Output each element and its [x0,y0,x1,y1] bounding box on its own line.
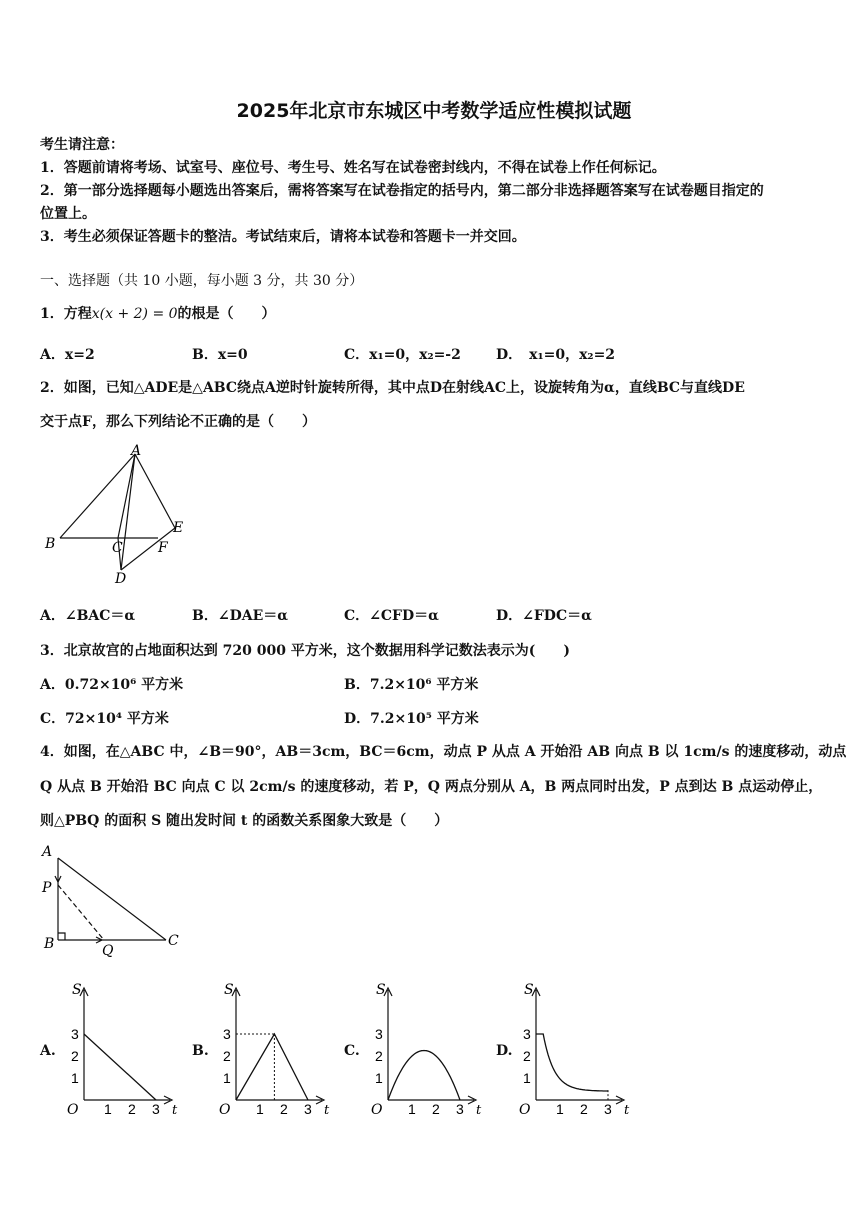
notice-heading: 考生请注意： [40,137,124,153]
q4-graph-d-origin: O [519,1102,531,1118]
q1-option-c: C．x₁=0，x₂=-2 [344,347,461,363]
q4-graph-d-x-tick-2: 2 [580,1101,588,1117]
q4-graph-a-x-tick-2: 2 [128,1101,136,1117]
q2-label-b: B [45,536,56,552]
q4-label-b: B [44,936,55,952]
q4-stem-line1: 4．如图，在△ABC 中，∠B＝90°，AB＝3cm，BC＝6cm，动点 P 从点 A 开始沿 AB 向点 B 以 1cm/s 的速度移动，动点 [40,744,847,760]
q4-stem-line3: 则△PBQ 的面积 S 随出发时间 t 的函数关系图象大致是（ ） [40,813,449,829]
q4-graph-b-x-tick-3: 3 [304,1101,312,1117]
q3-option-a: A．0.72×10⁶ 平方米 [40,677,184,693]
q4-graph-c-y-tick-2: 2 [375,1048,383,1064]
q2-label-e: E [173,520,184,536]
q4-right-angle-mark [58,933,65,940]
q4-graph-d-x-tick-3: 3 [604,1101,612,1117]
q1-prefix: 1．方程 [40,306,92,322]
q4-graph-a-curve [84,1034,156,1100]
q4-graph-b-y-tick-3: 3 [223,1026,231,1042]
q4-graph-b [214,980,338,1120]
q3-stem: 3．北京故宫的占地面积达到 720 000 平方米，这个数据用科学记数法表示为( ) [40,643,571,659]
q1-option-b: B．x=0 [192,347,248,363]
q3-option-c: C．72×10⁴ 平方米 [40,711,169,727]
q4-line-pq [58,885,104,940]
q4-graph-c-x-tick-1: 1 [408,1101,416,1117]
q4-graph-b-x-label: t [324,1103,330,1118]
q4-option-b-letter: B. [192,1043,209,1059]
q4-graph-b-y-label: S [224,982,234,998]
q2-label-f: F [158,540,168,556]
q1-option-d: D． x₁=0，x₂=2 [496,347,616,363]
q4-graph-d-y-label: S [524,982,534,998]
q4-graph-a-x-tick-1: 1 [104,1101,112,1117]
q4-graph-c-x-tick-2: 2 [432,1101,440,1117]
q2-stem-line2: 交于点F，那么下列结论不正确的是（ ） [40,414,316,430]
q4-graph-c-y-tick-1: 1 [375,1070,383,1086]
q2-label-c: C [112,540,123,556]
q4-graph-d-y-tick-2: 2 [523,1048,531,1064]
q4-option-a-letter: A. [40,1043,56,1059]
q4-triangle-figure [36,840,196,960]
q4-graph-b-x-tick-1: 1 [256,1101,264,1117]
notice-item-1: 1．答题前请将考场、试室号、座位号、考生号、姓名写在试卷密封线内，不得在试卷上作任何标记。 [40,160,666,176]
q4-label-p: P [42,880,52,896]
q4-graph-a-y-tick-3: 3 [71,1026,79,1042]
q2-label-d: D [115,571,127,587]
q4-option-d-letter: D. [496,1043,513,1059]
q4-graph-d [514,980,638,1120]
notice-item-3: 3．考生必须保证答题卡的整洁。考试结束后，请将本试卷和答题卡一并交回。 [40,229,526,245]
q4-label-q: Q [102,943,114,959]
page-title: 2025年北京市东城区中考数学适应性模拟试题 [236,100,632,122]
q4-graph-a-x-label: t [172,1103,178,1118]
section-heading: 一、选择题（共 10 小题，每小题 3 分，共 30 分） [40,273,364,289]
q4-graph-a-y-tick-2: 2 [71,1048,79,1064]
q4-label-a: A [42,844,53,860]
q4-graph-c-curve [388,1051,460,1101]
q4-graph-a-origin: O [67,1102,79,1118]
q4-graph-b-y-tick-1: 1 [223,1070,231,1086]
q4-graph-a-y-label: S [72,982,82,998]
q4-line-ac [58,858,166,940]
q4-graph-b-curve [236,1034,308,1100]
q2-option-b: B．∠DAE＝α [192,608,289,624]
q3-option-d: D．7.2×10⁵ 平方米 [344,711,479,727]
q1-suffix: 的根是（ ） [177,306,276,322]
q4-graph-d-curve [536,1034,608,1091]
q1-equation: x(x + 2) = 0 [91,306,178,322]
q4-graph-b-origin: O [219,1102,231,1118]
q2-option-c: C．∠CFD＝α [344,608,439,624]
q4-graph-d-y-tick-3: 3 [523,1026,531,1042]
q2-line-ab [60,454,135,538]
q4-graph-a-x-tick-3: 3 [152,1101,160,1117]
q4-label-c: C [168,933,179,949]
q4-graph-b-x-tick-2: 2 [280,1101,288,1117]
q1-option-a: A．x=2 [40,347,95,363]
q4-graph-d-y-tick-1: 1 [523,1070,531,1086]
q2-option-a: A．∠BAC＝α [40,608,136,624]
q2-stem-line1: 2．如图，已知△ADE是△ABC绕点A逆时针旋转所得，其中点D在射线AC上，设旋转角为α，直线BC与直线DE [40,380,745,396]
q2-line-ae [135,454,175,528]
q4-graph-c [366,980,490,1120]
q4-graph-c-x-label: t [476,1103,482,1118]
q4-option-c-letter: C. [344,1043,360,1059]
notice-item-2: 2．第一部分选择题每小题选出答案后，需将答案写在试卷指定的括号内，第二部分非选择题答案写在试卷题目指定的 [40,183,764,199]
q4-stem-line2: Q 从点 B 开始沿 BC 向点 C 以 2cm/s 的速度移动，若 P，Q 两点分别从 A，B 两点同时出发，P 点到达 B 点运动停止， [40,779,823,795]
q2-figure [40,440,200,590]
q4-graph-c-y-label: S [376,982,386,998]
q4-graph-d-x-label: t [624,1103,630,1118]
q2-option-d: D．∠FDC＝α [496,608,592,624]
notice-item-2-cont: 位置上。 [40,206,96,222]
q4-graph-a [62,980,186,1120]
q4-graph-b-y-tick-2: 2 [223,1048,231,1064]
q2-label-a: A [131,443,142,459]
q4-graph-a-y-tick-1: 1 [71,1070,79,1086]
q4-graph-c-y-tick-3: 3 [375,1026,383,1042]
q4-graph-d-x-tick-1: 1 [556,1101,564,1117]
q1-stem [40,303,276,323]
q4-graph-c-x-tick-3: 3 [456,1101,464,1117]
q4-graph-c-origin: O [371,1102,383,1118]
q3-option-b: B．7.2×10⁶ 平方米 [344,677,479,693]
